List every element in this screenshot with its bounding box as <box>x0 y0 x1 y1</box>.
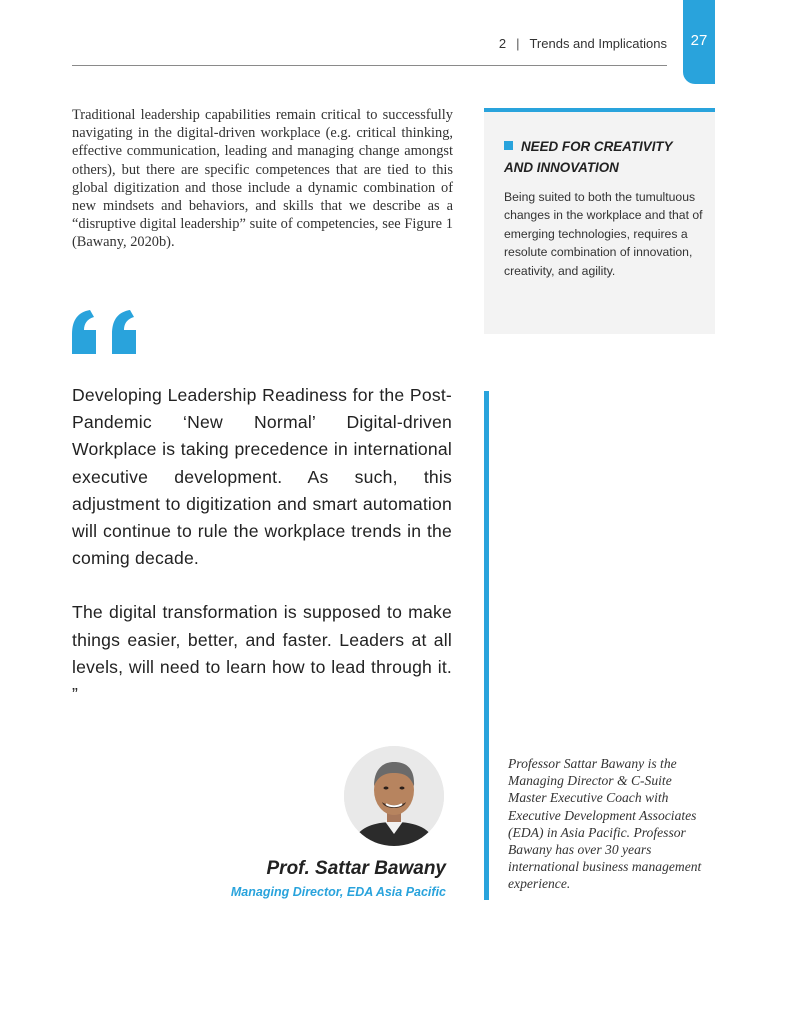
author-role: Managing Director, EDA Asia Pacific <box>230 885 446 899</box>
intro-paragraph: Traditional leadership capabilities remain critical to successfully navigating in the digital-driven workplace (e.g. critical thinking, effective communication, leading and managing change amongst others), but there are specific competences that are tied to this global digitization and those include a dynamic combination of new mindsets and behaviors, and skills that we describe as a “disruptive digital leadership” suite of competencies, see Figure 1 (Bawany, 2020b). <box>72 107 453 251</box>
header-divider <box>72 65 667 66</box>
quote-paragraph-1: Developing Leadership Readiness for the Post-Pandemic ‘New Normal’ Digital-driven Workplace is taking precedence in international executive development. As such, this adjustment to digitization and smart automation will continue to rule the workplace trends in the coming decade. <box>72 385 452 569</box>
author-portrait <box>344 746 444 846</box>
chapter-title: Trends and Implications <box>529 36 667 51</box>
author-name: Prof. Sattar Bawany <box>266 858 446 879</box>
sidebar-heading <box>504 136 704 178</box>
running-header <box>499 36 667 51</box>
sidebar-body: Being suited to both the tumultuous changes in the workplace and that of emerging technologies, requires a resolute combination of innovation, creativity, and agility. <box>504 190 703 278</box>
page-number-tab <box>683 0 715 84</box>
header-separator: | <box>516 36 520 51</box>
opening-quote-icon <box>68 290 148 370</box>
author-bio: Professor Sattar Bawany is the Managing Director & C-Suite Master Executive Coach with Executive Development Associates (EDA) in Asia Pacific. Professor Bawany has over 30 years international business management experience. <box>508 756 702 892</box>
square-bullet-icon <box>504 141 513 150</box>
page-number: 27 <box>690 32 708 49</box>
bio-accent-rule <box>484 391 489 900</box>
chapter-number: 2 <box>498 36 507 51</box>
sidebar-callout <box>484 108 715 334</box>
pull-quote <box>72 382 452 708</box>
quote-paragraph-2: The digital transformation is supposed to make things easier, better, and faster. Leaders at all levels, will need to learn how to lead through it. ” <box>72 602 452 705</box>
sidebar-title-text: NEED FOR CREATIVITY AND INNOVATION <box>504 139 673 175</box>
